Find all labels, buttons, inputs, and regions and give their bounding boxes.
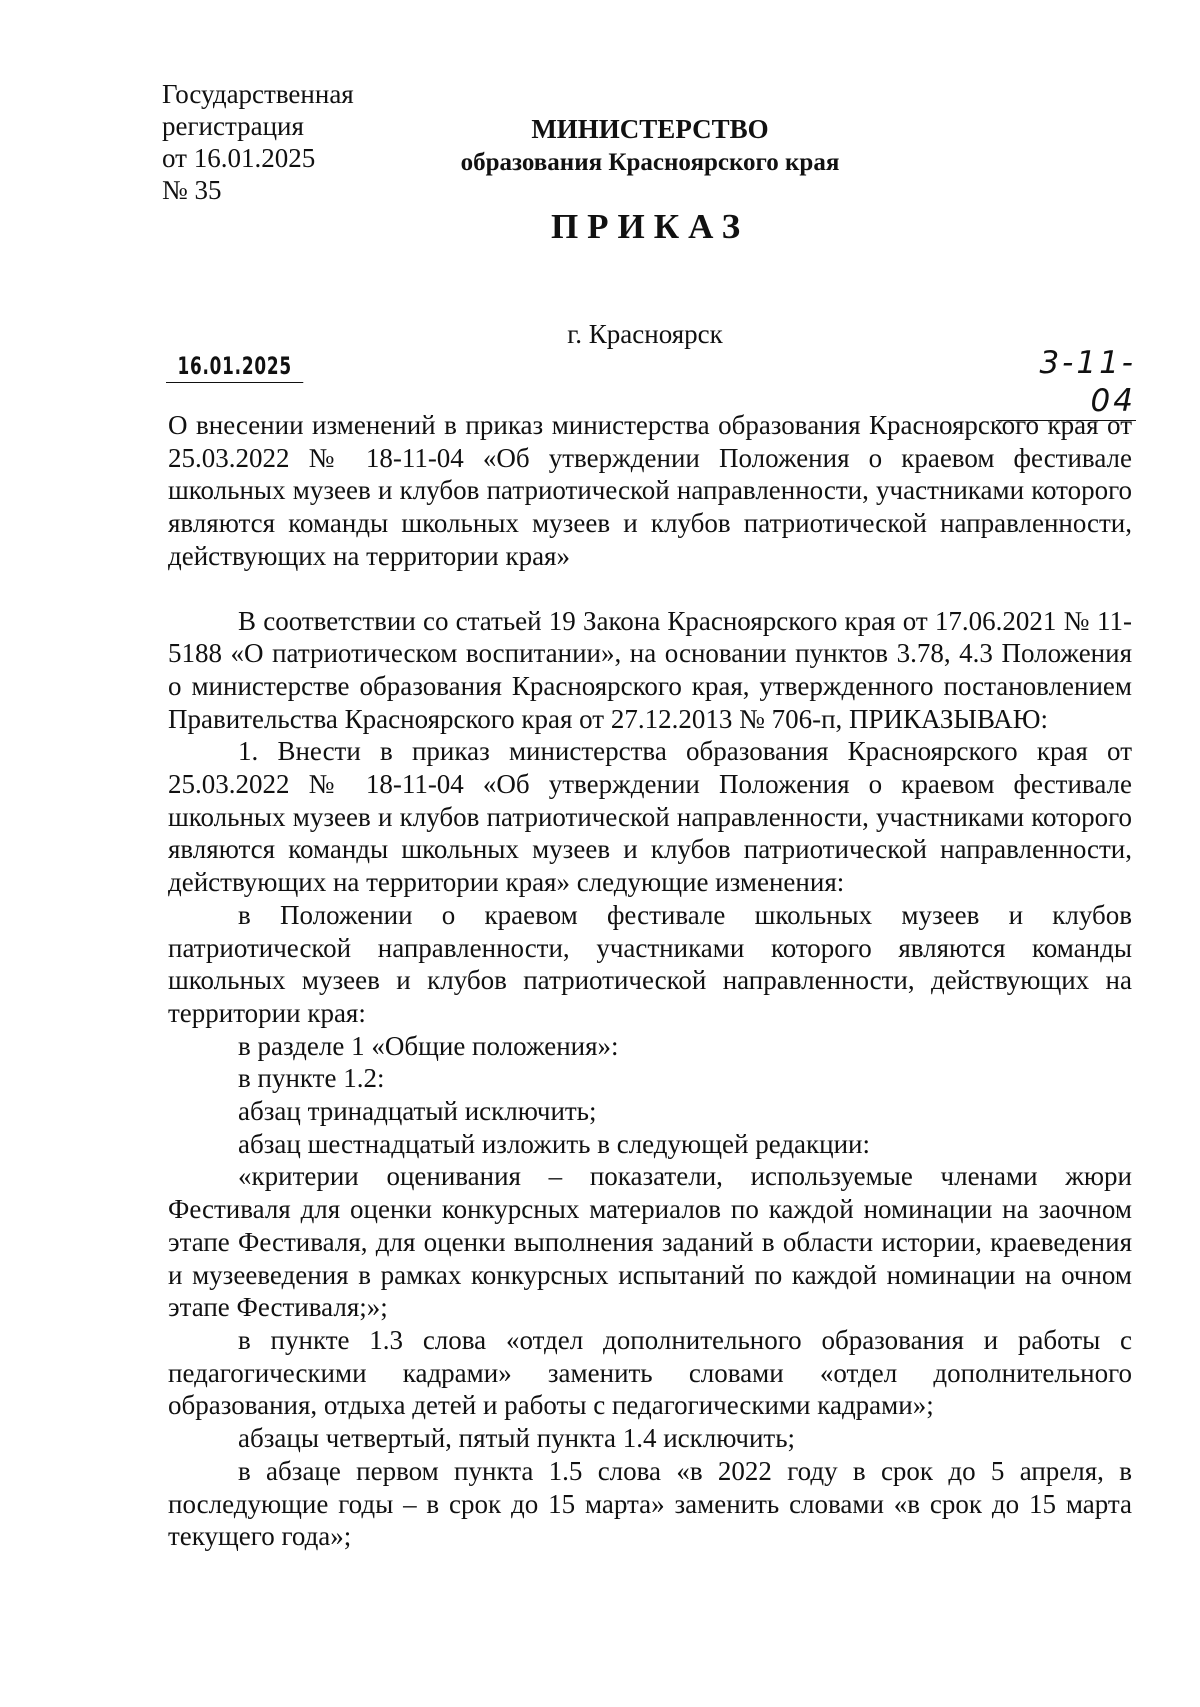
registration-line-2: регистрация: [162, 111, 304, 141]
body-paragraph: «критерии оценивания – показатели, используемые членами жюри Фестиваля для оценки конкурсных материалов по каждой номинации на заочном этапе Фестиваля, для оценки выполнения заданий в области истории, краеведения и музееведения в рамках конкурсных испытаний по каждой номинации на очном этапе Фестиваля;»;: [168, 1161, 1132, 1323]
document-body: [168, 409, 1132, 1553]
body-paragraph: абзацы четвертый, пятый пункта 1.4 исключить;: [238, 1423, 796, 1454]
ministry-subtitle: образования Красноярского края: [460, 149, 840, 176]
order-number: 3-11-04: [996, 344, 1136, 421]
body-paragraph: в абзаце первом пункта 1.5 слова «в 2022 году в срок до 5 апреля, в последующие годы – в срок до 15 марта» заменить словами «в срок до 15 марта текущего года»;: [168, 1455, 1132, 1552]
body-paragraph: в разделе 1 «Общие положения»:: [238, 1030, 619, 1061]
order-date: 16.01.2025: [166, 350, 303, 383]
ministry-header: [400, 112, 900, 180]
body-paragraph: в пункте 1.3 слова «отдел дополнительного образования и работы с педагогическими кадрами» заменить словами «отдел дополнительного образования, отдыха детей и работы с педагогическими кадрами»;: [168, 1324, 1132, 1421]
body-paragraph: в пункте 1.2:: [238, 1063, 385, 1094]
body-paragraph: в Положении о краевом фестивале школьных музеев и клубов патриотической направленности, участниками которого являются команды школьных музеев и клубов патриотической направленности, действующих на территории края:: [168, 899, 1132, 1028]
document-type: ПРИКАЗ: [550, 207, 750, 246]
city: г. Красноярск: [567, 319, 723, 349]
registration-number: № 35: [162, 175, 222, 205]
preamble-paragraph: В соответствии со статьей 19 Закона Красноярского края от 17.06.2021 № 11-5188 «О патриотическом воспитании», на основании пунктов 3.78, 4.3 Положения о министерстве образования Красноярского края, утвержденного постановлением Правительства Красноярского края от 27.12.2013 № 706-п, ПРИКАЗЫВАЮ:: [168, 605, 1132, 734]
document-subject: О внесении изменений в приказ министерства образования Красноярского края от 25.03.2022 № 18-11-04 «Об утверждении Положения о краевом фестивале школьных музеев и клубов патриотической направленности, участниками которого являются команды школьных музеев и клубов патриотической направленности, действующих на территории края»: [168, 410, 1132, 571]
registration-line-1: Государственная: [162, 79, 354, 109]
registration-date: от 16.01.2025: [162, 143, 316, 173]
ministry-title: МИНИСТЕРСТВО: [531, 114, 769, 144]
body-paragraph: абзац тринадцатый исключить;: [238, 1096, 597, 1127]
registration-block: [162, 78, 354, 206]
body-paragraph: абзац шестнадцатый изложить в следующей редакции:: [238, 1128, 871, 1159]
item-1-paragraph: 1. Внести в приказ министерства образования Красноярского края от 25.03.2022 № 18-11-04 «Об утверждении Положения о краевом фестивале школьных музеев и клубов патриотической направленности, участниками которого являются команды школьных музеев и клубов патриотической направленности, действующих на территории края» следующие изменения:: [168, 736, 1132, 898]
